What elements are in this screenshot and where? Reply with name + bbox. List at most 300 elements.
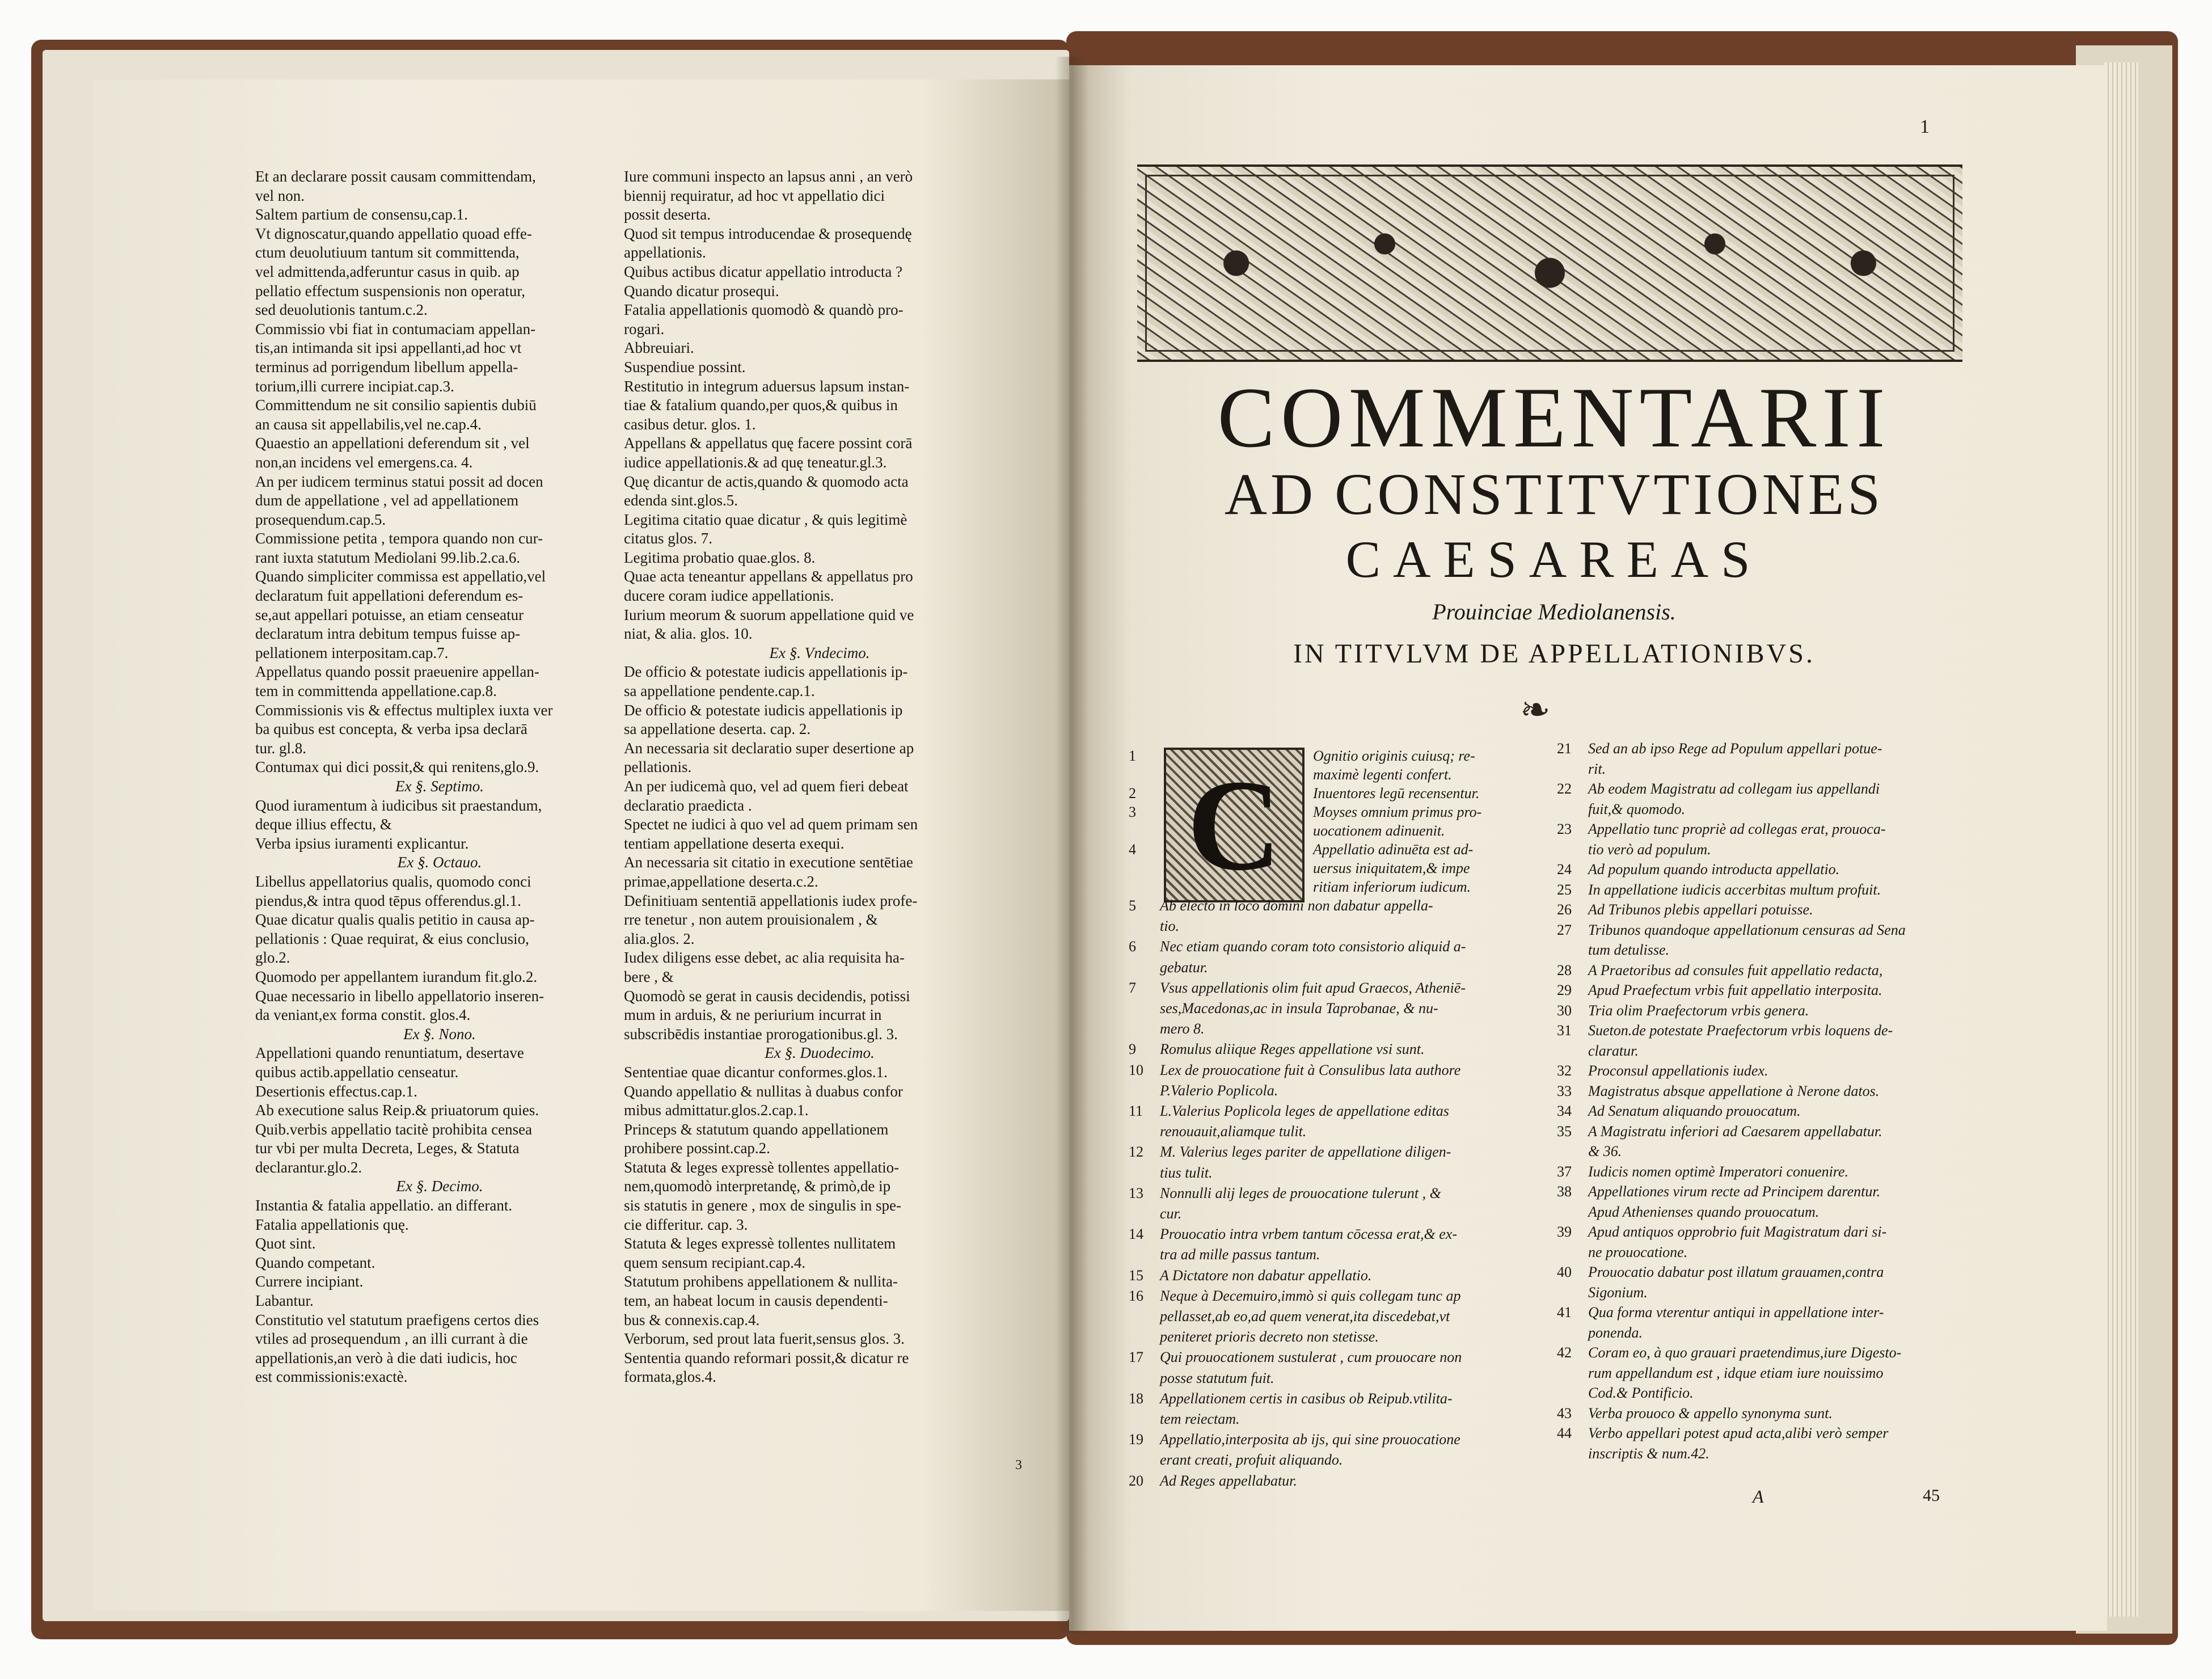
index-line: Quibus actibus dicatur appellatio introducta ?	[624, 263, 903, 280]
index-line: Spectet ne iudici à quo vel ad quem primam sen	[624, 816, 918, 833]
entry-text: inscriptis & num.42.	[1588, 1445, 1709, 1462]
entry-text: Qui prouocationem sustulerat , cum prouocare non	[1160, 1349, 1462, 1366]
entry-text: cur.	[1160, 1205, 1182, 1222]
index-line: Quomodò se gerat in causis decidendis, potissi	[624, 987, 910, 1005]
summary-entry	[1129, 897, 1433, 914]
summary-entry	[1557, 781, 1880, 798]
summary-entry	[1129, 1452, 1343, 1469]
summary-entry	[1129, 1473, 1297, 1490]
entry-text: Prouocatio dabatur post illatum grauamen,contra	[1588, 1264, 1884, 1280]
index-line: tentiam appellatione deserta exequi.	[624, 834, 845, 852]
entry-text: Ad Tribunos plebis appellari potuisse.	[1588, 901, 1813, 918]
summary-entry	[1557, 901, 1813, 918]
index-line: De officio & potestate iudicis appellationis ip-	[624, 663, 908, 681]
index-line: Committendum ne sit consilio sapientis dubiū	[255, 396, 537, 414]
summary-entry	[1129, 1000, 1438, 1017]
entry-text: Appellatio adinuēta est ad-	[1313, 841, 1474, 858]
entry-text: A Praetoribus ad consules fuit appellatio redacta,	[1588, 961, 1883, 978]
index-line: Verba ipsius iuramenti explicantur.	[255, 834, 469, 852]
index-line: Quaestio an appellationi deferendum sit , vel	[255, 434, 530, 452]
entry-number: 35	[1557, 1123, 1572, 1140]
summary-entry	[1557, 1103, 1801, 1120]
index-line: tem, an habeat locum in causis dependenti-	[624, 1292, 888, 1310]
title-line-3: CAESAREAS	[1345, 530, 1763, 588]
entry-text: gebatur.	[1160, 959, 1208, 976]
index-line: Appellatus quando possit praeuenire appellan-	[255, 663, 539, 681]
entry-text: Apud antiquos opprobrio fuit Magistratum dari si-	[1588, 1224, 1887, 1240]
entry-text: tra ad mille passus tantum.	[1160, 1246, 1320, 1263]
entry-text: Ab eodem Magistratu ad collegam ius appellandi	[1588, 781, 1880, 797]
entry-text: Apud Praefectum vrbis fuit appellatio interposita.	[1588, 982, 1882, 998]
entry-number: 40	[1557, 1264, 1572, 1280]
entry-text: tum detulisse.	[1588, 942, 1669, 958]
index-line: Et an declarare possit causam committendam,	[255, 168, 536, 185]
summary-entry	[1557, 1425, 1888, 1442]
entry-number: 19	[1129, 1431, 1143, 1448]
summary-entry	[1129, 804, 1481, 821]
index-line: terminus ad porrigendum libellum appella-	[255, 358, 518, 376]
index-line: possit deserta.	[624, 206, 711, 223]
entry-text: Magistratus absque appellatione à Nerone datos.	[1588, 1082, 1880, 1099]
index-line: An necessaria sit citatio in executione sentētiae	[624, 854, 913, 871]
entry-text: Sueton.de potestate Praefectorum vrbis loquens de-	[1588, 1022, 1893, 1039]
entry-number: 3	[1129, 804, 1136, 820]
entry-text: Appellatio,interposita ab ijs, qui sine prouocatione	[1160, 1431, 1460, 1448]
summary-entry	[1557, 1264, 1884, 1281]
title-line-2: AD CONSTITVTIONES	[1224, 462, 1884, 527]
summary-entry	[1557, 962, 1882, 979]
summary-entry	[1129, 938, 1466, 955]
index-line: Statuta & leges expressè tollentes appellatio-	[624, 1158, 900, 1176]
index-line: prohibere possint.cap.2.	[624, 1140, 770, 1157]
summary-entry	[1129, 860, 1470, 877]
entry-number: 20	[1129, 1472, 1143, 1489]
entry-text: Ad populum quando introducta appellatio.	[1588, 861, 1840, 878]
entry-text: L.Valerius Poplicola leges de appellatione editas	[1160, 1103, 1449, 1119]
entry-number: 25	[1557, 881, 1572, 898]
summary-entry	[1557, 881, 1881, 898]
index-line: An necessaria sit declaratio super desertione ap	[624, 739, 914, 757]
index-line: tis,an intimanda sit ipsi appellanti,ad hoc vt	[255, 339, 522, 357]
entry-number: 33	[1557, 1082, 1572, 1099]
index-line: Appellationi quando renuntiatum, desertave	[255, 1044, 524, 1062]
index-line: edenda sint.glos.5.	[624, 492, 738, 509]
entry-number: 1	[1129, 748, 1136, 764]
entry-number: 43	[1557, 1404, 1572, 1421]
index-line: tem in committenda appellatione.cap.8.	[255, 682, 497, 700]
entry-text: Sed an ab ipso Rege ad Populum appellari potue-	[1588, 740, 1882, 757]
index-column-right	[624, 167, 1015, 1387]
page-number: 1	[1920, 116, 1930, 137]
summary-entry	[1557, 1405, 1833, 1422]
summary-entry	[1557, 841, 1711, 858]
index-line: rogari.	[624, 320, 665, 338]
entry-number: 13	[1129, 1184, 1143, 1201]
summary-entry	[1557, 1022, 1893, 1039]
entry-number: 44	[1557, 1425, 1572, 1441]
index-line: Contumax qui dici possit,& qui renitens,glo.9.	[255, 758, 539, 776]
summary-entry	[1129, 822, 1445, 840]
entry-text: fuit,& quomodo.	[1588, 800, 1686, 817]
entry-text: Nonnulli alij leges de prouocatione tulerunt , &	[1160, 1184, 1441, 1201]
entry-text: uersus iniquitatem,& impe	[1313, 860, 1470, 876]
entry-number: 42	[1557, 1344, 1572, 1361]
entry-number: 30	[1557, 1002, 1572, 1019]
summary-entry	[1129, 1062, 1460, 1079]
index-line: Restitutio in integrum aduersus lapsum instan-	[624, 377, 910, 395]
index-line: Suspendiue possint.	[624, 358, 746, 376]
index-line: Ex §. Decimo.	[396, 1178, 483, 1195]
index-line: rre tenetur , non autem prouisionalem , &	[624, 911, 878, 929]
summary-entry	[1129, 1411, 1240, 1428]
entry-text: tem reiectam.	[1160, 1411, 1240, 1427]
entry-text: tius tulit.	[1160, 1164, 1213, 1181]
index-line: Quod sit tempus introducendae & prosequendę	[624, 225, 912, 242]
index-line: Quod iuramentum à iudicibus sit praestandum,	[255, 796, 542, 814]
index-line: casibus detur. glos. 1.	[624, 415, 756, 433]
entry-text: Vsus appellationis olim fuit apud Graecos, Atheniē-	[1160, 979, 1466, 996]
entry-number: 23	[1557, 821, 1572, 837]
index-line: bus & connexis.cap.4.	[624, 1311, 760, 1328]
entry-number: 34	[1557, 1103, 1572, 1119]
index-line: quibus actib.appellatio censeatur.	[255, 1063, 459, 1081]
index-line: niat, & alia. glos. 10.	[624, 625, 753, 643]
index-line: glo.2.	[255, 949, 290, 967]
index-line: pellatio effectum suspensionis non operatur,	[255, 282, 526, 299]
folio-mark: 3	[1015, 1458, 1022, 1473]
summary-entry	[1557, 1062, 1768, 1079]
summary-entry	[1557, 1204, 1819, 1221]
entry-text: Ab electo in loco domini non dabatur appella-	[1160, 897, 1433, 914]
entry-number: 15	[1129, 1267, 1143, 1284]
summary-entry	[1129, 1165, 1212, 1182]
index-line: iudice appellationis.& ad quę teneatur.gl.3.	[624, 453, 887, 471]
index-line: Sententia quando reformari possit,& dicatur re	[624, 1349, 909, 1366]
entry-text: erant creati, profuit aliquando.	[1160, 1452, 1343, 1469]
index-line: appellationis.	[624, 244, 706, 261]
summary-entry	[1557, 1183, 1880, 1200]
summary-entry	[1129, 1246, 1320, 1263]
index-line: declaratum intra debitum tempus fuisse ap-	[255, 625, 521, 643]
entry-number: 5	[1129, 897, 1136, 914]
summary-entry	[1129, 748, 1475, 765]
index-line: Verborum, sed prout lata fuerit,sensus glos. 3.	[624, 1330, 905, 1348]
index-line: vel non.	[255, 187, 305, 204]
index-line: Ex §. Octauo.	[397, 854, 482, 871]
index-line: An per iudicemà quo, vel ad quem fieri debeat	[624, 778, 909, 795]
index-line: Saltem partium de consensu,cap.1.	[255, 206, 468, 223]
index-line: Iurium meorum & suorum appellatione quid ve	[624, 606, 914, 623]
gutter-shadow	[1055, 57, 1089, 1634]
summary-entry	[1129, 1103, 1449, 1120]
summary-entry	[1557, 1244, 1687, 1261]
entry-number: 37	[1557, 1163, 1572, 1180]
summary-entry	[1129, 1308, 1450, 1325]
entry-text: Lex de prouocatione fuit à Consulibus lata authore	[1160, 1061, 1461, 1078]
entry-number: 7	[1129, 979, 1136, 996]
summary-entry	[1129, 1185, 1441, 1202]
entry-text: Romulus aliique Reges appellatione vsi sunt.	[1160, 1041, 1425, 1058]
summary-entry	[1129, 785, 1479, 802]
index-line: est commissionis:exactè.	[255, 1368, 408, 1386]
drop-cap-letter: C	[1187, 753, 1282, 897]
entry-text: Appellationes virum recte ad Principem darentur.	[1588, 1183, 1881, 1200]
entry-number: 16	[1129, 1287, 1143, 1304]
index-line: vel admittenda,adferuntur casus in quib. ap	[255, 263, 520, 280]
summary-entry	[1129, 1041, 1425, 1058]
index-line: torium,illi currere incipiat.cap.3.	[255, 377, 454, 395]
entry-text: ses,Macedonas,ac in insula Taprobanae, & nu-	[1160, 1000, 1438, 1016]
entry-number: 21	[1557, 740, 1572, 757]
entry-text: tio.	[1160, 918, 1179, 935]
summary-entry	[1129, 766, 1452, 783]
summary-entry	[1129, 841, 1473, 858]
entry-text: Nec etiam quando coram toto consistorio aliquid a-	[1160, 938, 1466, 955]
summary-entry	[1129, 1267, 1371, 1284]
index-line: pellationem interpositam.cap.7.	[255, 644, 449, 661]
entry-number: 29	[1557, 982, 1572, 998]
index-line: subscribēdis instantiae prorogationibus.gl. 3.	[624, 1025, 898, 1043]
index-line: Iudex diligens esse debet, ac alia requisita ha-	[624, 949, 905, 967]
index-line: declaratum fuit appellationi deferendum es-	[255, 587, 524, 605]
entry-number: 31	[1557, 1022, 1572, 1039]
summary-entry	[1129, 1082, 1278, 1099]
index-line: tur. gl.8.	[255, 739, 307, 757]
index-line: Ex §. Nono.	[403, 1025, 476, 1043]
index-line: Sententiae quae dicantur conformes.glos.1.	[624, 1063, 888, 1081]
entry-text: Ad Reges appellabatur.	[1160, 1472, 1297, 1489]
entry-text: Prouocatio intra vrbem tantum cōcessa erat,& ex-	[1160, 1226, 1457, 1243]
entry-number: 17	[1129, 1349, 1143, 1366]
index-line: Quomodo per appellantem iurandum fit.glo.2.	[255, 968, 538, 985]
entry-number: 41	[1557, 1304, 1572, 1321]
ornamental-headpiece	[1137, 164, 1962, 362]
index-line: Quando dicatur prosequi.	[624, 282, 779, 299]
index-line: deque illius effectu, &	[255, 816, 392, 833]
index-line: alia.glos. 2.	[624, 930, 695, 947]
index-line: Quę dicantur de actis,quando & quomodo acta	[624, 473, 909, 490]
index-line: Quando simpliciter commissa est appellatio,vel	[255, 568, 546, 585]
index-line: dum de appellatione , vel ad appellationem	[255, 492, 519, 509]
index-line: Abbreuiari.	[624, 339, 694, 357]
summary-entry	[1557, 1083, 1879, 1100]
entry-text: Appellationem certis in casibus ob Reipub.vtilita-	[1160, 1390, 1453, 1407]
fleuron-ornament-icon: ❧	[1520, 690, 1551, 730]
index-line: Desertionis effectus.cap.1.	[255, 1082, 417, 1100]
summary-entry	[1557, 1365, 1883, 1382]
entry-number: 32	[1557, 1062, 1572, 1079]
index-line: Constitutio vel statutum praefigens certos dies	[255, 1311, 539, 1328]
summary-entry	[1557, 942, 1669, 959]
index-line: Ab executione salus Reip.& priuatorum quies.	[255, 1102, 539, 1119]
summary-entry	[1557, 761, 1606, 778]
index-line: se,aut appellari potuisse, an etiam censeatur	[255, 606, 524, 623]
index-line: Fatalia appellationis quomodò & quandò pro-	[624, 301, 904, 319]
index-line: piendus,& intra quod tēpus offerendus.gl.1.	[255, 892, 521, 909]
entry-text: rit.	[1588, 760, 1606, 777]
index-line: Libellus appellatorius qualis, quomodo conci	[255, 872, 531, 890]
index-line: Vt dignoscatur,quando appellatio quoad effe-	[255, 225, 533, 242]
entry-text: M. Valerius leges pariter de appellatione diligen-	[1160, 1144, 1451, 1161]
entry-number: 18	[1129, 1390, 1143, 1407]
index-line: An per iudicem terminus statui possit ad docen	[255, 473, 543, 490]
entry-number: 22	[1557, 781, 1572, 797]
entry-text: Iudicis nomen optimè Imperatori conuenire.	[1588, 1163, 1848, 1180]
entry-text: Coram eo, à quo grauari praetendimus,iure Digesto-	[1588, 1344, 1902, 1361]
summary-entry	[1557, 1324, 1643, 1341]
entry-text: mero 8.	[1160, 1020, 1205, 1037]
entry-number: 10	[1129, 1061, 1143, 1078]
summary-entry	[1557, 1224, 1886, 1241]
title-line-1: COMMENTARII	[1217, 370, 1891, 465]
summary-entry	[1557, 1344, 1901, 1361]
entry-number: 24	[1557, 861, 1572, 878]
entry-text: posse statutum fuit.	[1160, 1369, 1274, 1386]
index-line: De officio & potestate iudicis appellationis ip	[624, 701, 903, 719]
entry-text: Appellatio tunc propriè ad collegas erat, prouoca-	[1588, 821, 1886, 837]
entry-number: 39	[1557, 1224, 1572, 1240]
index-line: Quib.verbis appellatio tacitè prohibita censea	[255, 1120, 533, 1138]
summary-entry	[1557, 1445, 1709, 1462]
index-line: appellationis,an verò à die dati iudicis, hoc	[255, 1349, 517, 1366]
index-column-left	[255, 167, 624, 1387]
index-line: Quae necessario in libello appellatorio inseren-	[255, 987, 544, 1005]
entry-text: renouauit,aliamque tulit.	[1160, 1123, 1307, 1140]
entry-text: Verbo appellari potest apud acta,alibi verò semper	[1588, 1425, 1889, 1441]
index-line: mibus admittatur.glos.2.cap.1.	[624, 1102, 809, 1119]
index-line: citatus glos. 7.	[624, 530, 712, 547]
catchword: 45	[1923, 1486, 1940, 1505]
entry-number: 6	[1129, 938, 1136, 955]
index-line: Statuta & leges expressè tollentes nullitatem	[624, 1235, 896, 1252]
entry-text: & 36.	[1588, 1143, 1622, 1159]
entry-text: rum appellandum est , idque etiam iure nouissimo	[1588, 1364, 1884, 1381]
entry-text: uocationem adinuenit.	[1313, 822, 1445, 839]
index-line: Labantur.	[255, 1292, 314, 1310]
index-line: pellationis : Quae requirat, & eius conclusio,	[255, 930, 529, 947]
index-line: Commissione petita , tempora quando non cur-	[255, 530, 543, 547]
entry-text: Inuentores legū recensentur.	[1313, 785, 1480, 801]
entry-number: 38	[1557, 1183, 1572, 1200]
summary-entry	[1557, 1385, 1694, 1402]
entry-number: 28	[1557, 961, 1572, 978]
entry-text: Ognitio originis cuiusq; re-	[1313, 748, 1475, 764]
summary-entry	[1129, 980, 1466, 997]
entry-text: pellasset,ab eo,ad quem venerat,ita discedebat,vt	[1160, 1308, 1450, 1324]
index-line: mum in arduis, & ne periurium incurrat in	[624, 1006, 882, 1024]
index-line: Appellans & appellatus quę facere possint corā	[624, 434, 913, 452]
entry-text: A Magistratu inferiori ad Caesarem appellabatur.	[1588, 1123, 1882, 1140]
index-line: declaratio praedicta .	[624, 796, 752, 814]
summary-entry	[1557, 1143, 1622, 1160]
entry-text: Neque à Decemuiro,immò si quis collegam tunc ap	[1160, 1287, 1461, 1304]
index-line: nem,quomodò interpretandę, & primò,de ip	[624, 1178, 891, 1195]
index-line: Quando competant.	[255, 1254, 375, 1271]
entry-text: ponenda.	[1588, 1324, 1643, 1341]
index-line: primae,appellatione deserta.c.2.	[624, 872, 818, 890]
entry-text: Cod.& Pontificio.	[1588, 1385, 1694, 1401]
entry-text: Sigonium.	[1588, 1284, 1648, 1301]
entry-text: Ad Senatum aliquando prouocatum.	[1588, 1103, 1801, 1119]
entry-text: ne prouocatione.	[1588, 1243, 1688, 1260]
entry-text: peniteret prioris decreto non stetisse.	[1160, 1328, 1379, 1345]
index-line: Legitima probatio quae.glos. 8.	[624, 549, 816, 566]
index-line: rant iuxta statutum Mediolani 99.lib.2.ca.6.	[255, 549, 521, 566]
index-line: Definitiuam sententiā appellationis iudex profe-	[624, 892, 918, 909]
index-line: formata,glos.4.	[624, 1368, 716, 1386]
index-line: Fatalia appellationis quę.	[255, 1216, 409, 1233]
entry-text: Tria olim Praefectorum vrbis genera.	[1588, 1002, 1809, 1019]
index-line: declarantur.glo.2.	[255, 1158, 362, 1176]
summary-entry	[1129, 1390, 1453, 1407]
summary-entry	[1557, 922, 1906, 939]
summary-entry	[1557, 740, 1882, 757]
summary-entry	[1557, 1043, 1639, 1060]
entry-text: Qua forma vterentur antiqui in appellatione inter-	[1588, 1304, 1884, 1321]
entry-text: tio verò ad populum.	[1588, 841, 1711, 858]
page-edges-stack	[2104, 62, 2138, 1617]
index-line: Ex §. Vndecimo.	[769, 644, 870, 661]
summary-entry	[1129, 1349, 1462, 1366]
summary-entry	[1557, 1123, 1882, 1140]
index-line: Currere incipiant.	[255, 1273, 364, 1290]
summary-entry	[1129, 1370, 1274, 1387]
index-line: Ex §. Duodecimo.	[765, 1044, 875, 1062]
signature-mark: A	[1753, 1486, 1764, 1507]
summary-entry	[1129, 1020, 1204, 1037]
entry-text: Apud Athenienses quando prouocatum.	[1588, 1203, 1820, 1220]
entry-text: In appellatione iudicis accerbitas multum profuit.	[1588, 881, 1881, 898]
entry-number: 26	[1557, 901, 1572, 918]
entry-number: 12	[1129, 1144, 1143, 1161]
index-line: tiae & fatalium quando,per quos,& quibus in	[624, 396, 898, 414]
summary-entry	[1129, 1328, 1379, 1345]
index-line: Commissionis vis & effectus multiplex iuxta ver	[255, 701, 553, 719]
summary-entry	[1129, 1226, 1457, 1243]
entry-text: A Dictatore non dabatur appellatio.	[1160, 1267, 1372, 1284]
summary-entry	[1129, 1123, 1306, 1140]
summary-entry	[1129, 1205, 1181, 1222]
subtitle: Prouinciae Mediolanensis.	[1432, 599, 1676, 625]
summary-entry	[1129, 918, 1179, 935]
index-line: quem sensum recipiant.cap.4.	[624, 1254, 806, 1271]
index-line: Quot sint.	[255, 1235, 316, 1252]
index-line: prosequendum.cap.5.	[255, 511, 386, 528]
entry-number: 9	[1129, 1041, 1136, 1058]
index-line: Instantia & fatalia appellatio. an differant.	[255, 1197, 513, 1214]
index-line: sis statutis in genere , mox de singulis in spe-	[624, 1197, 901, 1214]
entry-text: ritiam inferiorum iudicum.	[1313, 879, 1471, 895]
entry-number: 11	[1129, 1103, 1143, 1119]
entry-number: 4	[1129, 841, 1136, 858]
index-line: biennij requiratur, ad hoc vt appellatio dici	[624, 187, 885, 204]
index-line: tur vbi per multa Decreta, Leges, & Statuta	[255, 1140, 520, 1157]
summary-entry	[1557, 1284, 1648, 1301]
summary-entry	[1129, 1144, 1451, 1161]
index-line: da veniant,ex forma constit. glos.4.	[255, 1006, 471, 1024]
entry-text: Moyses omnium primus pro-	[1313, 804, 1482, 820]
summary-entry	[1557, 861, 1839, 878]
entry-text: claratur.	[1588, 1042, 1639, 1059]
summary-entry	[1557, 1002, 1809, 1019]
summary-entry	[1129, 1431, 1460, 1448]
entry-text: Proconsul appellationis iudex.	[1588, 1062, 1768, 1079]
summary-entry	[1557, 1163, 1848, 1180]
summary-entry	[1557, 821, 1886, 838]
summary-entry	[1129, 959, 1208, 976]
index-line: bere , &	[624, 968, 674, 985]
index-line: an causa sit appellabilis,vel ne.cap.4.	[255, 415, 482, 433]
